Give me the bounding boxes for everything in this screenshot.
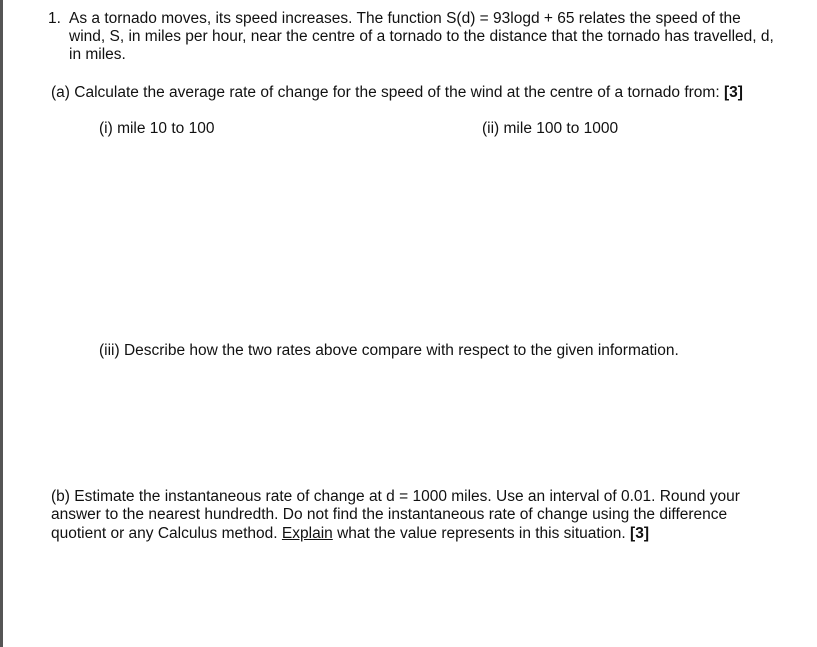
part-a-sub-ii: (ii) mile 100 to 1000 bbox=[482, 120, 619, 137]
question-stem: As a tornado moves, its speed increases. The function S(d) = 93logd + 65 relates the speed of the wind, S, in miles per hour, near the centre of a tornado to the distance that the tornado has travelled, d, in miles. bbox=[69, 10, 774, 63]
part-a-text: (a) Calculate the average rate of change for the speed of the wind at the centre of a tornado from: bbox=[51, 84, 720, 101]
part-b-line-2: answer to the nearest hundredth. Do not find the instantaneous rate of change using the difference bbox=[51, 506, 728, 523]
part-a-marks: [3] bbox=[723, 84, 743, 101]
part-b-line-3 bbox=[51, 525, 649, 544]
part-a-sub-i: (i) mile 10 to 100 bbox=[99, 120, 215, 137]
question-1 bbox=[48, 10, 778, 64]
part-b-line-3-pre: quotient or any Calculus method. bbox=[51, 525, 278, 542]
page-left-border bbox=[0, 0, 3, 647]
part-a-sub-iii: (iii) Describe how the two rates above compare with respect to the given information. bbox=[99, 342, 679, 359]
question-number: 1. bbox=[48, 10, 61, 27]
part-b-line-3-post: what the value represents in this situation. bbox=[337, 525, 626, 542]
part-b-marks: [3] bbox=[630, 525, 649, 542]
part-a-prompt bbox=[51, 84, 743, 103]
explain-underlined: Explain bbox=[281, 525, 333, 542]
part-b-line-1: (b) Estimate the instantaneous rate of change at d = 1000 miles. Use an interval of 0.01. Round your bbox=[51, 488, 740, 505]
